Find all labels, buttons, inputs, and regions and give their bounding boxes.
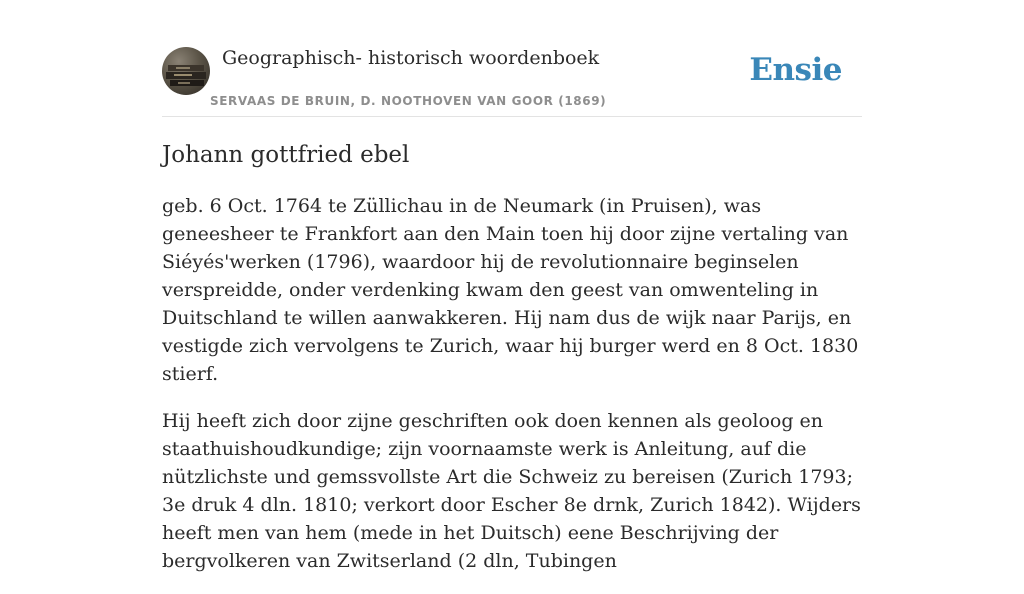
book-cover-icon[interactable] (162, 47, 210, 95)
book-title[interactable]: Geographisch- historisch woordenboek (222, 47, 600, 69)
book-header (162, 0, 862, 117)
entry-paragraph: Hij heeft zich door zijne geschriften ook doen kennen als geoloog en staathuishoudkundige; zijn voornaamste werk is Anleitung, auf die nützlichste und gemssvollste Art die Schweiz zu bereisen (Zurich 1793; 3e druk 4 dln. 1810; verkort door Escher 8e drnk, Zurich 1842). Wijders heeft men van hem (mede in het Duitsch) eene Beschrijving der bergvolkeren van Zwitserland (2 dln, Tubingen (162, 410, 861, 572)
entry-paragraph: geb. 6 Oct. 1764 te Züllichau in de Neumark (in Pruisen), was geneesheer te Frankfort aan den Main toen hij door zijne vertaling van Siéyés'werken (1796), waardoor hij de revolutionnaire beginselen verspreidde, onder verdenking kwam den geest van omwenteling in Duitschland te willen aanwakkeren. Hij nam dus de wijk naar Parijs, en vestigde zich vervolgens te Zurich, waar hij burger werd en 8 Oct. 1830 stierf. (162, 195, 859, 385)
book-author: SERVAAS DE BRUIN, D. NOOTHOVEN VAN GOOR (1869) (210, 94, 607, 108)
entry-body (162, 192, 862, 594)
page (162, 0, 862, 572)
brand-logo[interactable]: Ensie (749, 52, 842, 88)
entry-title: Johann gottfried ebel (162, 142, 410, 168)
